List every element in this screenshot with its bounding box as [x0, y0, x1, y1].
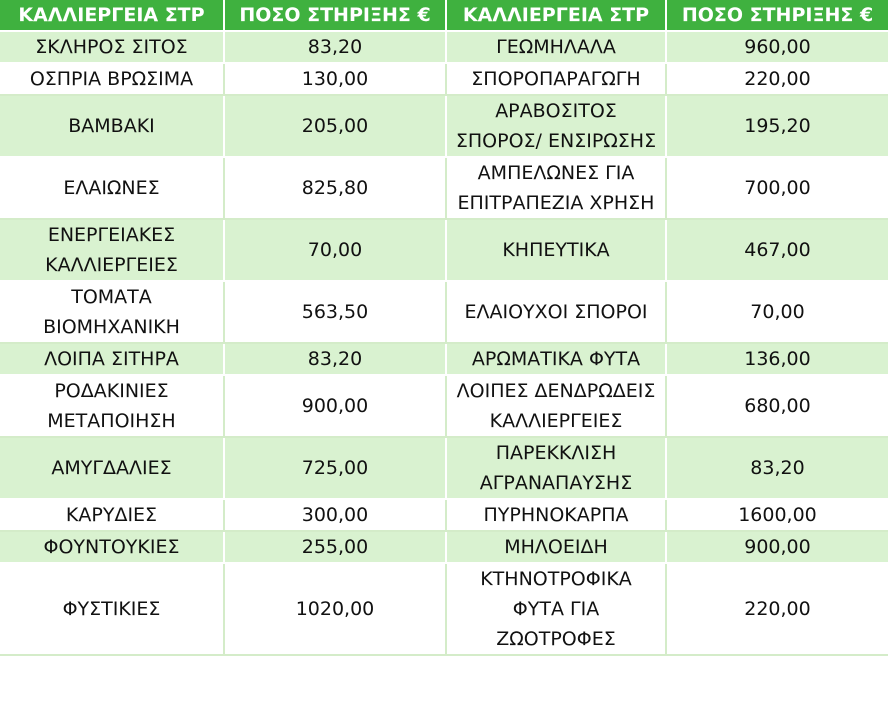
crop-cell: ΛΟΙΠΑ ΣΙΤΗΡΑ — [0, 343, 224, 375]
amount-cell: 130,00 — [224, 63, 446, 95]
header-crop-2: ΚΑΛΛΙΕΡΓΕΙΑ ΣΤΡ — [446, 0, 666, 31]
amount-cell: 900,00 — [224, 375, 446, 437]
amount-cell: 700,00 — [666, 157, 888, 219]
amount-cell: 680,00 — [666, 375, 888, 437]
table-row — [0, 281, 888, 343]
crop-cell: ΚΑΡΥΔΙΕΣ — [0, 499, 224, 531]
table-row — [0, 219, 888, 281]
table-row — [0, 499, 888, 531]
amount-cell: 205,00 — [224, 95, 446, 157]
amount-cell: 960,00 — [666, 31, 888, 63]
amount-cell: 1600,00 — [666, 499, 888, 531]
crop-cell: ΛΟΙΠΕΣ ΔΕΝΔΡΩΔΕΙΣ ΚΑΛΛΙΕΡΓΕΙΕΣ — [446, 375, 666, 437]
crop-cell: ΣΚΛΗΡΟΣ ΣΙΤΟΣ — [0, 31, 224, 63]
crop-cell: ΑΜΥΓΔΑΛΙΕΣ — [0, 437, 224, 499]
crop-cell: ΣΠΟΡΟΠΑΡΑΓΩΓΗ — [446, 63, 666, 95]
amount-cell: 825,80 — [224, 157, 446, 219]
crop-cell: ΕΛΑΙΩΝΕΣ — [0, 157, 224, 219]
table-row — [0, 31, 888, 63]
header-crop-1: ΚΑΛΛΙΕΡΓΕΙΑ ΣΤΡ — [0, 0, 224, 31]
amount-cell: 563,50 — [224, 281, 446, 343]
crop-cell: ΠΥΡΗΝΟΚΑΡΠΑ — [446, 499, 666, 531]
crop-cell: ΦΥΣΤΙΚΙΕΣ — [0, 563, 224, 655]
crop-cell: ΠΑΡΕΚΚΛΙΣΗ ΑΓΡΑΝΑΠΑΥΣΗΣ — [446, 437, 666, 499]
crop-cell: ΚΤΗΝΟΤΡΟΦΙΚΑ ΦΥΤΑ ΓΙΑ ΖΩΟΤΡΟΦΕΣ — [446, 563, 666, 655]
amount-cell: 83,20 — [224, 343, 446, 375]
amount-cell: 195,20 — [666, 95, 888, 157]
amount-cell: 220,00 — [666, 563, 888, 655]
crop-cell: ΚΗΠΕΥΤΙΚΑ — [446, 219, 666, 281]
crop-cell: ΑΡΩΜΑΤΙΚΑ ΦΥΤΑ — [446, 343, 666, 375]
crop-cell: ΦΟΥΝΤΟΥΚΙΕΣ — [0, 531, 224, 563]
table-row — [0, 437, 888, 499]
amount-cell: 220,00 — [666, 63, 888, 95]
table-row — [0, 343, 888, 375]
crop-cell: ΑΜΠΕΛΩΝΕΣ ΓΙΑ ΕΠΙΤΡΑΠΕΖΙΑ ΧΡΗΣΗ — [446, 157, 666, 219]
table-row — [0, 157, 888, 219]
crop-cell: ΓΕΩΜΗΛΑΛΑ — [446, 31, 666, 63]
header-row — [0, 0, 888, 31]
amount-cell: 83,20 — [666, 437, 888, 499]
crop-cell: ΜΗΛΟΕΙΔΗ — [446, 531, 666, 563]
amount-cell: 136,00 — [666, 343, 888, 375]
amount-cell: 70,00 — [224, 219, 446, 281]
table-row — [0, 375, 888, 437]
crop-cell: ΟΣΠΡΙΑ ΒΡΩΣΙΜΑ — [0, 63, 224, 95]
table-row — [0, 563, 888, 655]
amount-cell: 467,00 — [666, 219, 888, 281]
amount-cell: 83,20 — [224, 31, 446, 63]
amount-cell: 300,00 — [224, 499, 446, 531]
crop-cell: ΤΟΜΑΤΑ ΒΙΟΜΗΧΑΝΙΚΗ — [0, 281, 224, 343]
amount-cell: 255,00 — [224, 531, 446, 563]
header-amount-2: ΠΟΣΟ ΣΤΗΡΙΞΗΣ € — [666, 0, 888, 31]
crop-cell: ΕΝΕΡΓΕΙΑΚΕΣ ΚΑΛΛΙΕΡΓΕΙΕΣ — [0, 219, 224, 281]
crop-cell: ΑΡΑΒΟΣΙΤΟΣ ΣΠΟΡΟΣ/ ΕΝΣΙΡΩΣΗΣ — [446, 95, 666, 157]
crop-cell: ΡΟΔΑΚΙΝΙΕΣ ΜΕΤΑΠΟΙΗΣΗ — [0, 375, 224, 437]
table-row — [0, 63, 888, 95]
amount-cell: 900,00 — [666, 531, 888, 563]
amount-cell: 725,00 — [224, 437, 446, 499]
amount-cell: 70,00 — [666, 281, 888, 343]
table-row — [0, 531, 888, 563]
amount-cell: 1020,00 — [224, 563, 446, 655]
crop-cell: ΒΑΜΒΑΚΙ — [0, 95, 224, 157]
table-row — [0, 95, 888, 157]
header-amount-1: ΠΟΣΟ ΣΤΗΡΙΞΗΣ € — [224, 0, 446, 31]
crop-cell: ΕΛΑΙΟΥΧΟΙ ΣΠΟΡΟΙ — [446, 281, 666, 343]
